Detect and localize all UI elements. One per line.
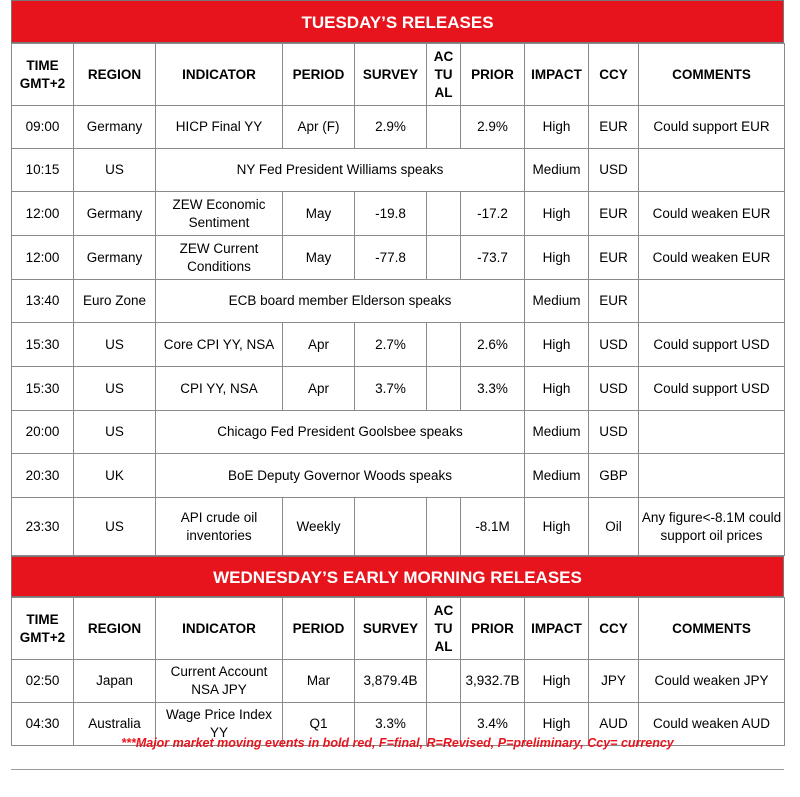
ccy-cell: EUR [589,280,639,323]
ccy-cell: GBP [589,454,639,498]
column-header: COMMENTS [639,598,785,660]
comments-cell: Could weaken AUD [639,703,785,746]
region-cell: US [74,498,156,556]
period-cell: Mar [283,660,355,703]
region-cell: Germany [74,106,156,149]
region-cell: Japan [74,660,156,703]
prior-cell: 3,932.7B [461,660,525,703]
comments-cell [639,149,785,192]
survey-cell: 2.9% [355,106,427,149]
comments-cell: Could weaken EUR [639,236,785,280]
prior-cell: 3.4% [461,703,525,746]
region-cell: UK [74,454,156,498]
table-row [12,367,785,411]
actual-cell [427,367,461,411]
period-cell: Apr [283,367,355,411]
prior-cell: 2.6% [461,323,525,367]
period-cell: May [283,236,355,280]
prior-cell: -73.7 [461,236,525,280]
indicator-cell: ECB board member Elderson speaks [156,280,525,323]
survey-cell: -77.8 [355,236,427,280]
impact-cell: High [525,367,589,411]
table-row [12,660,785,703]
actual-cell [427,660,461,703]
header-row [12,44,785,106]
indicator-cell: NY Fed President Williams speaks [156,149,525,192]
column-header: PERIOD [283,44,355,106]
comments-cell [639,454,785,498]
impact-cell: High [525,323,589,367]
column-header: PRIOR [461,44,525,106]
time-cell: 09:00 [12,106,74,149]
time-cell: 15:30 [12,367,74,411]
impact-cell: Medium [525,411,589,454]
region-cell: US [74,149,156,192]
period-cell: Apr (F) [283,106,355,149]
comments-cell: Could support USD [639,323,785,367]
column-header: REGION [74,598,156,660]
comments-cell: Could support USD [639,367,785,411]
time-cell: 13:40 [12,280,74,323]
prior-cell: -17.2 [461,192,525,236]
ccy-cell: EUR [589,236,639,280]
period-cell: Apr [283,323,355,367]
survey-cell [355,498,427,556]
ccy-cell: USD [589,411,639,454]
impact-cell: High [525,192,589,236]
tuesday-table [11,43,785,556]
survey-cell: 3.3% [355,703,427,746]
period-cell: May [283,192,355,236]
survey-cell: -19.8 [355,192,427,236]
time-cell: 23:30 [12,498,74,556]
column-header: SURVEY [355,598,427,660]
actual-cell [427,323,461,367]
column-header: AC TU AL [427,598,461,660]
indicator-cell: ZEW Current Conditions [156,236,283,280]
comments-cell: Any figure<-8.1M could support oil prices [639,498,785,556]
ccy-cell: USD [589,367,639,411]
indicator-cell: BoE Deputy Governor Woods speaks [156,454,525,498]
survey-cell: 3.7% [355,367,427,411]
ccy-cell: JPY [589,660,639,703]
wednesday-table [11,597,785,746]
impact-cell: High [525,236,589,280]
actual-cell [427,498,461,556]
impact-cell: High [525,498,589,556]
impact-cell: Medium [525,149,589,192]
column-header: SURVEY [355,44,427,106]
region-cell: US [74,411,156,454]
ccy-cell: USD [589,323,639,367]
time-cell: 12:00 [12,192,74,236]
indicator-cell: API crude oil inventories [156,498,283,556]
impact-cell: High [525,106,589,149]
column-header: CCY [589,598,639,660]
table-row [12,106,785,149]
indicator-cell: Current Account NSA JPY [156,660,283,703]
time-cell: 20:00 [12,411,74,454]
column-header: COMMENTS [639,44,785,106]
survey-cell: 3,879.4B [355,660,427,703]
releases-document [11,0,784,746]
region-cell: Euro Zone [74,280,156,323]
table-row [12,280,785,323]
ccy-cell: EUR [589,106,639,149]
region-cell: Germany [74,236,156,280]
actual-cell [427,236,461,280]
column-header: INDICATOR [156,598,283,660]
footnote: ***Major market moving events in bold red, F=final, R=Revised, P=preliminary, Ccy= currency [121,736,674,750]
time-cell: 10:15 [12,149,74,192]
actual-cell [427,106,461,149]
region-cell: US [74,367,156,411]
prior-cell: 2.9% [461,106,525,149]
column-header: PRIOR [461,598,525,660]
region-cell: Germany [74,192,156,236]
table-row [12,236,785,280]
impact-cell: High [525,660,589,703]
time-cell: 20:30 [12,454,74,498]
indicator-cell: CPI YY, NSA [156,367,283,411]
wednesday-banner: WEDNESDAY’S EARLY MORNING RELEASES [11,556,784,597]
comments-cell [639,280,785,323]
time-cell: 12:00 [12,236,74,280]
column-header: TIME GMT+2 [12,44,74,106]
prior-cell: -8.1M [461,498,525,556]
ccy-cell: Oil [589,498,639,556]
indicator-cell: Chicago Fed President Goolsbee speaks [156,411,525,454]
impact-cell: High [525,703,589,746]
divider [11,769,784,770]
table-row [12,149,785,192]
time-cell: 15:30 [12,323,74,367]
indicator-cell: ZEW Economic Sentiment [156,192,283,236]
column-header: AC TU AL [427,44,461,106]
ccy-cell: AUD [589,703,639,746]
impact-cell: Medium [525,280,589,323]
header-row [12,598,785,660]
table-row [12,498,785,556]
survey-cell: 2.7% [355,323,427,367]
column-header: CCY [589,44,639,106]
ccy-cell: USD [589,149,639,192]
prior-cell: 3.3% [461,367,525,411]
comments-cell: Could weaken JPY [639,660,785,703]
table-row [12,323,785,367]
column-header: REGION [74,44,156,106]
column-header: TIME GMT+2 [12,598,74,660]
region-cell: Australia [74,703,156,746]
period-cell: Q1 [283,703,355,746]
comments-cell [639,411,785,454]
period-cell: Weekly [283,498,355,556]
column-header: PERIOD [283,598,355,660]
comments-cell: Could weaken EUR [639,192,785,236]
ccy-cell: EUR [589,192,639,236]
time-cell: 02:50 [12,660,74,703]
indicator-cell: Wage Price Index YY [156,703,283,746]
column-header: IMPACT [525,598,589,660]
time-cell: 04:30 [12,703,74,746]
column-header: IMPACT [525,44,589,106]
indicator-cell: HICP Final YY [156,106,283,149]
indicator-cell: Core CPI YY, NSA [156,323,283,367]
actual-cell [427,192,461,236]
table-row [12,411,785,454]
table-row [12,192,785,236]
comments-cell: Could support EUR [639,106,785,149]
column-header: INDICATOR [156,44,283,106]
tuesday-banner: TUESDAY’S RELEASES [11,0,784,43]
impact-cell: Medium [525,454,589,498]
region-cell: US [74,323,156,367]
table-row [12,454,785,498]
